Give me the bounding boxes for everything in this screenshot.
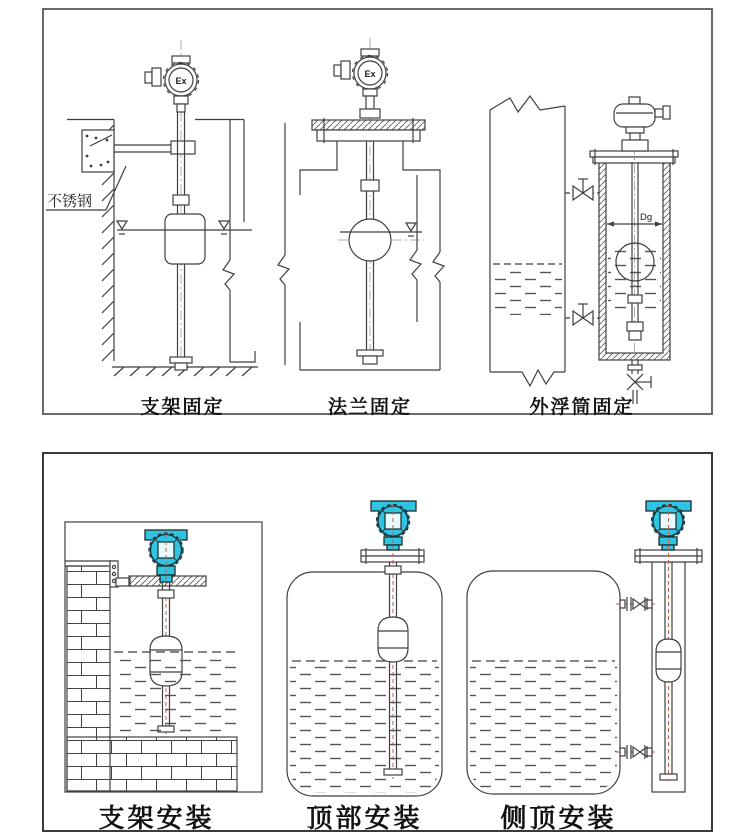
chamber-transmitter-head: [614, 97, 670, 151]
caption-top-installation: 顶部安装: [306, 803, 423, 833]
fixing-methods-drawing: [44, 10, 711, 413]
external-chamber-fixing-diagram: [490, 96, 678, 404]
mounting-flange: [312, 118, 425, 143]
fixing-methods-panel: [42, 8, 713, 418]
installation-methods-panel: [42, 452, 713, 832]
float-1: [165, 214, 205, 264]
caption-chamber-fixing: 外浮筒固定: [529, 397, 635, 418]
sphere-float: [349, 219, 391, 261]
caption-side-top-installation: 侧顶安装: [500, 803, 617, 833]
bracket-fixing-diagram: [67, 40, 258, 376]
float-3: [656, 639, 681, 682]
stainless-steel-label: 不锈钢: [47, 193, 93, 210]
transmitter-head-ex-1: [145, 56, 199, 112]
dg-label: Dg: [640, 212, 653, 223]
float-chamber: [590, 145, 678, 360]
ex-marking-2: Ex: [364, 69, 376, 79]
bracket-installation-diagram: [65, 522, 262, 792]
top-installation-diagram: [287, 501, 442, 796]
water-1: [114, 652, 240, 734]
water-2: [290, 663, 439, 794]
lower-connection-pipe: [616, 745, 656, 759]
flange-fixing-diagram: [278, 38, 444, 370]
upper-connection-pipe: [616, 597, 656, 611]
installation-methods-drawing: [44, 454, 711, 830]
water-3: [470, 663, 617, 793]
tank-water: [493, 267, 562, 315]
sensor-assembly-3: [656, 504, 681, 784]
upper-isolation-valve: [565, 179, 599, 200]
brick-floor: [67, 737, 237, 791]
caption-bracket-fixing: 支架固定: [140, 397, 225, 418]
float-2: [378, 617, 408, 662]
caption-bracket-installation: 支架安装: [98, 803, 215, 833]
lower-isolation-valve: [565, 304, 599, 325]
ex-marking-1: Ex: [175, 76, 187, 86]
side-top-installation-diagram: [467, 501, 702, 794]
process-tank: [490, 96, 565, 386]
transmitter-head-ex-2: [334, 49, 388, 118]
caption-flange-fixing: 法兰固定: [327, 397, 412, 418]
